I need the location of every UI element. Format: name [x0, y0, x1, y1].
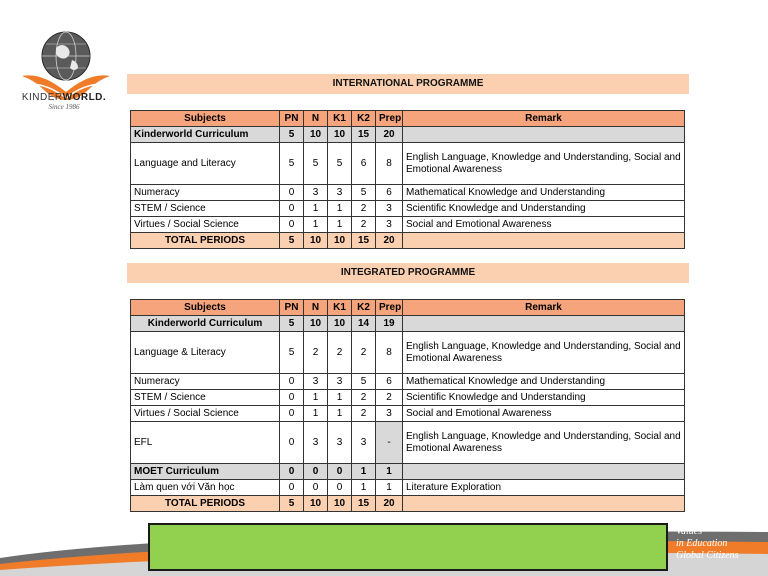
column-header: Subjects	[131, 111, 280, 127]
period-cell: 1	[304, 201, 328, 217]
period-cell: 5	[328, 143, 352, 185]
subject-cell: Kinderworld Curriculum	[131, 316, 280, 332]
brand-name: KINDERWORLD.	[21, 92, 107, 103]
column-header: Remark	[403, 300, 685, 316]
period-cell: 3	[304, 374, 328, 390]
table-row	[131, 406, 685, 422]
period-cell: 2	[304, 332, 328, 374]
subject-cell: TOTAL PERIODS	[131, 496, 280, 512]
remark-cell: Scientific Knowledge and Understanding	[403, 201, 685, 217]
period-cell: 15	[352, 233, 376, 249]
period-cell: 5	[280, 143, 304, 185]
table-row	[131, 233, 685, 249]
period-cell: 0	[280, 464, 304, 480]
period-cell: 1	[328, 390, 352, 406]
remark-cell: Social and Emotional Awareness	[403, 217, 685, 233]
column-header: Remark	[403, 111, 685, 127]
column-header: K1	[328, 300, 352, 316]
remark-cell: Literature Exploration	[403, 480, 685, 496]
period-cell: 2	[352, 332, 376, 374]
period-cell: 0	[304, 480, 328, 496]
remark-cell	[403, 316, 685, 332]
subject-cell: Language & Literacy	[131, 332, 280, 374]
brand-since: Since 1986	[48, 103, 80, 111]
period-cell: 3	[304, 185, 328, 201]
table-row	[131, 185, 685, 201]
table-row	[131, 480, 685, 496]
remark-cell: Mathematical Knowledge and Understanding	[403, 185, 685, 201]
period-cell: 0	[280, 390, 304, 406]
table-header	[131, 111, 685, 127]
international-title: INTERNATIONAL PROGRAMME	[127, 74, 689, 94]
column-header: Prep	[376, 300, 403, 316]
column-header: Prep	[376, 111, 403, 127]
period-cell: 1	[328, 406, 352, 422]
period-cell: 1	[304, 217, 328, 233]
period-cell: 10	[328, 233, 352, 249]
period-cell: 6	[352, 143, 376, 185]
table-header	[131, 300, 685, 316]
subject-cell: Làm quen với Văn học	[131, 480, 280, 496]
remark-cell	[403, 496, 685, 512]
period-cell: 1	[376, 480, 403, 496]
column-header: K2	[352, 300, 376, 316]
remark-cell: English Language, Knowledge and Understanding, Social and Emotional Awareness	[403, 422, 685, 464]
period-cell: 0	[328, 464, 352, 480]
period-cell: 10	[304, 127, 328, 143]
column-header: Subjects	[131, 300, 280, 316]
column-header: N	[304, 111, 328, 127]
period-cell: 1	[328, 201, 352, 217]
remark-cell: English Language, Knowledge and Understanding, Social and Emotional Awareness	[403, 332, 685, 374]
table-row	[131, 374, 685, 390]
column-header: K2	[352, 111, 376, 127]
remark-cell	[403, 233, 685, 249]
period-cell: 15	[352, 127, 376, 143]
period-cell: 8	[376, 143, 403, 185]
period-cell: 3	[328, 374, 352, 390]
column-header: N	[304, 300, 328, 316]
subject-cell: Virtues / Social Science	[131, 406, 280, 422]
period-cell: 10	[328, 496, 352, 512]
table-row	[131, 217, 685, 233]
subject-cell: Virtues / Social Science	[131, 217, 280, 233]
period-cell: 2	[352, 390, 376, 406]
period-cell: 15	[352, 496, 376, 512]
table-row	[131, 464, 685, 480]
table-row	[131, 496, 685, 512]
subject-cell: MOET Curriculum	[131, 464, 280, 480]
period-cell: 3	[304, 422, 328, 464]
remark-cell: Scientific Knowledge and Understanding	[403, 390, 685, 406]
remark-cell: English Language, Knowledge and Understanding, Social and Emotional Awareness	[403, 143, 685, 185]
remark-cell: Mathematical Knowledge and Understanding	[403, 374, 685, 390]
period-cell: 3	[352, 422, 376, 464]
period-cell: 6	[376, 185, 403, 201]
period-cell: 0	[304, 464, 328, 480]
period-cell: 5	[280, 496, 304, 512]
subject-cell: Kinderworld Curriculum	[131, 127, 280, 143]
subject-cell: Language and Literacy	[131, 143, 280, 185]
period-cell: 5	[280, 233, 304, 249]
period-cell: -	[376, 422, 403, 464]
subject-cell: STEM / Science	[131, 201, 280, 217]
subject-cell: TOTAL PERIODS	[131, 233, 280, 249]
table-row	[131, 390, 685, 406]
table-row	[131, 422, 685, 464]
period-cell: 5	[280, 316, 304, 332]
subject-cell: Numeracy	[131, 374, 280, 390]
period-cell: 0	[280, 422, 304, 464]
remark-cell: Social and Emotional Awareness	[403, 406, 685, 422]
table-row	[131, 143, 685, 185]
period-cell: 8	[376, 332, 403, 374]
subject-cell: Numeracy	[131, 185, 280, 201]
period-cell: 5	[280, 332, 304, 374]
period-cell: 3	[328, 185, 352, 201]
integrated-table	[130, 299, 685, 512]
period-cell: 5	[304, 143, 328, 185]
period-cell: 0	[328, 480, 352, 496]
period-cell: 3	[376, 406, 403, 422]
period-cell: 10	[304, 233, 328, 249]
period-cell: 0	[280, 480, 304, 496]
highlight-box	[148, 523, 668, 571]
period-cell: 0	[280, 201, 304, 217]
programme-sheet	[127, 74, 689, 512]
period-cell: 10	[328, 127, 352, 143]
period-cell: 10	[304, 496, 328, 512]
remark-cell	[403, 127, 685, 143]
table-row	[131, 127, 685, 143]
brand-tagline: Values in Education Global Citizens	[676, 526, 739, 561]
period-cell: 5	[352, 185, 376, 201]
period-cell: 2	[328, 332, 352, 374]
table-row	[131, 201, 685, 217]
period-cell: 3	[376, 201, 403, 217]
column-header: PN	[280, 111, 304, 127]
period-cell: 2	[352, 201, 376, 217]
column-header: PN	[280, 300, 304, 316]
period-cell: 0	[280, 185, 304, 201]
table-row	[131, 316, 685, 332]
period-cell: 10	[304, 316, 328, 332]
period-cell: 10	[328, 316, 352, 332]
period-cell: 0	[280, 406, 304, 422]
subject-cell: EFL	[131, 422, 280, 464]
period-cell: 0	[280, 374, 304, 390]
period-cell: 5	[280, 127, 304, 143]
period-cell: 3	[376, 217, 403, 233]
period-cell: 1	[328, 217, 352, 233]
period-cell: 14	[352, 316, 376, 332]
period-cell: 6	[376, 374, 403, 390]
period-cell: 20	[376, 233, 403, 249]
period-cell: 1	[352, 464, 376, 480]
period-cell: 1	[352, 480, 376, 496]
period-cell: 20	[376, 127, 403, 143]
integrated-title: INTEGRATED PROGRAMME	[127, 263, 689, 283]
period-cell: 3	[328, 422, 352, 464]
period-cell: 2	[352, 217, 376, 233]
table-row	[131, 332, 685, 374]
remark-cell	[403, 464, 685, 480]
period-cell: 5	[352, 374, 376, 390]
period-cell: 2	[352, 406, 376, 422]
subject-cell: STEM / Science	[131, 390, 280, 406]
period-cell: 20	[376, 496, 403, 512]
column-header: K1	[328, 111, 352, 127]
period-cell: 1	[304, 390, 328, 406]
period-cell: 0	[280, 217, 304, 233]
period-cell: 19	[376, 316, 403, 332]
period-cell: 2	[376, 390, 403, 406]
period-cell: 1	[304, 406, 328, 422]
international-table	[130, 110, 685, 249]
period-cell: 1	[376, 464, 403, 480]
